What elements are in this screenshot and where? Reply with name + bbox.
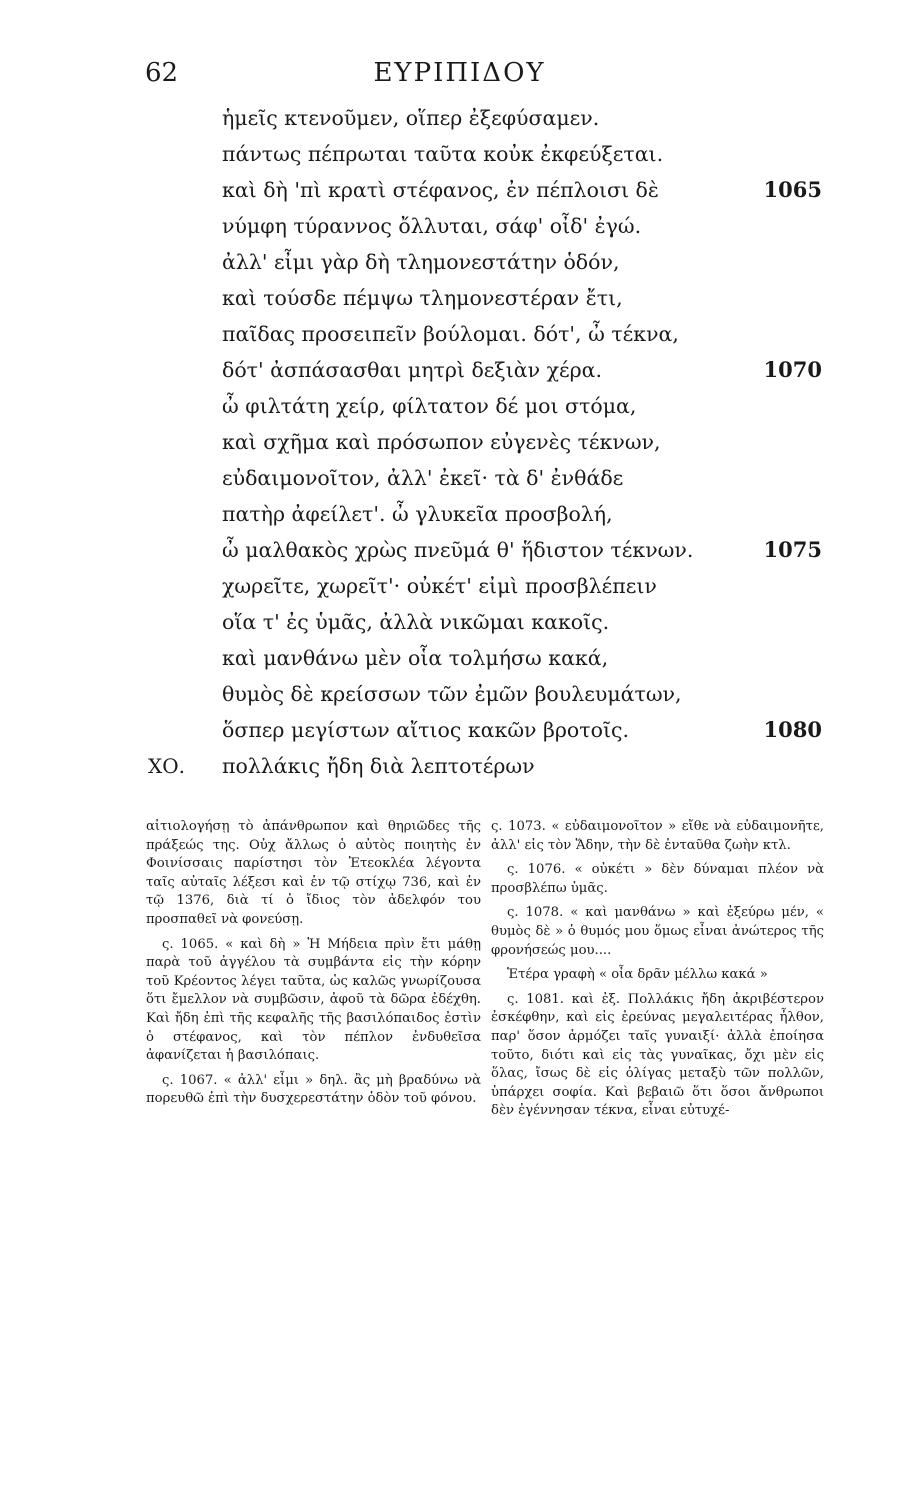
verse-line (0, 424, 919, 460)
commentary-note: ς. 1076. « οὐκέτι » δὲν δύναμαι πλέον νὰ προσβλέπω ὑμᾶς. (491, 862, 824, 896)
verse-text: ἀλλ' εἶμι γὰρ δὴ τλημονεστάτην ὁδόν, (222, 250, 620, 274)
verse-text: νύμφη τύραννος ὄλλυται, σάφ' οἶδ' ἐγώ. (222, 214, 642, 238)
verse-line (0, 640, 919, 676)
verse-text: οἵα τ' ἐς ὑμᾶς, ἀλλὰ νικῶμαι κακοῖς. (222, 610, 610, 634)
notes-left-column (146, 818, 481, 1115)
verse-line (0, 460, 919, 496)
verse-line (0, 352, 919, 388)
notes-right-column (491, 818, 824, 1127)
verse-line (0, 568, 919, 604)
verse-line (0, 172, 919, 208)
commentary-note: ς. 1081. καὶ ἐξ. Πολλάκις ἤδη ἀκριβέστερον ἐσκέφθην, καὶ εἰς ἐρεύνας μεγαλειτέρας ἦλθον, παρ' ὅσον ἁρμόζει ταῖς γυναιξί· ἀλλὰ ἐποίησα τοῦτο, διότι καὶ εἰς τὰς γυναῖκας, ὄχι μὲν εἰς ὅλας, ἴσως δὲ εἰς ὀλίγας μεταξὺ τῶν πολλῶν, ὑπάρχει σοφία. Καὶ βεβαιῶ ὅτι ὅσοι ἄνθρωποι δὲν ἐγέννησαν τέκνα, εἶναι εὐτυχέ- (491, 991, 824, 1119)
verse-text: πολλάκις ἤδη διὰ λεπτοτέρων (222, 754, 535, 778)
verse-line (0, 100, 919, 136)
commentary-note: ς. 1073. « εὐδαιμονοῖτον » εἴθε νὰ εὐδαιμονῆτε, ἀλλ' εἰς τὸν Ἅδην, τὴν δὲ ἐνταῦθα ζωὴν κτλ. (491, 819, 824, 853)
page-number: 62 (145, 58, 179, 88)
verse-text: δότ' ἀσπάσασθαι μητρὶ δεξιὰν χέρα. (222, 358, 603, 382)
running-head: ΕΥΡΙΠΙΔΟΥ (373, 58, 546, 88)
verse-line (0, 712, 919, 748)
verse-text: καὶ δὴ 'πὶ κρατὶ στέφανος, ἐν πέπλοισι δὲ (222, 178, 659, 202)
verse-text: εὐδαιμονοῖτον, ἀλλ' ἐκεῖ· τὰ δ' ἐνθάδε (222, 466, 624, 490)
verse-line (0, 316, 919, 352)
verse-text: ὦ μαλθακὸς χρὼς πνεῦμά θ' ἥδιστον τέκνων. (222, 538, 694, 562)
verse-text: πάντως πέπρωται ταῦτα κοὐκ ἐκφεύξεται. (222, 142, 664, 166)
commentary-note: ς. 1065. « καὶ δὴ » Ἡ Μήδεια πρὶν ἔτι μάθῃ παρὰ τοῦ ἀγγέλου τὰ συμβάντα εἰς τὴν κόρην τοῦ Κρέοντος λέγει ταῦτα, ὡς καλῶς γνωρίζουσα ὅτι ἔμελλον νὰ συμβῶσιν, ἀφοῦ τὰ δῶρα ἐδέχθη. Καὶ ἤδη ἐπὶ τῆς κεφαλῆς τῆς βασιλόπαιδος ἐστὶν ὁ στέφανος, καὶ τὸν πέπλον ἐνδυθεῖσα ἀφανίζεται ἡ βασιλόπαις. (146, 936, 481, 1064)
verse-line (0, 496, 919, 532)
verse-line (0, 676, 919, 712)
verse-text: παῖδας προσειπεῖν βούλομαι. δότ', ὦ τέκνα, (222, 322, 679, 346)
speaker-label: ΧΟ. (148, 754, 185, 778)
commentary-note: ς. 1078. « καὶ μανθάνω » καὶ ἐξεύρω μέν, « θυμὸς δὲ » ὁ θυμός μου ὅμως εἶναι ἀνώτερος τῆς φρονήσεώς μου.... (491, 905, 824, 958)
verse-line (0, 244, 919, 280)
commentary-note: Ἑτέρα γραφὴ « οἷα δρᾶν μέλλω κακά » (507, 967, 768, 983)
verse-line (0, 604, 919, 640)
commentary-note: αἰτιολογήσῃ τὸ ἀπάνθρωπον καὶ θηριῶδες τῆς πράξεώς της. Οὐχ ἄλλως ὁ αὐτὸς ποιητὴς ἐν Φοινίσσαις παρίστησι τὸν Ἐτεοκλέα λέγοντα ταῖς αὐταῖς λέξεσι καὶ ἐν τῷ στίχῳ 736, καὶ ἐν τῷ 1376, διὰ τί ὁ ἴδιος τὸν ἀδελφόν του προσπαθεῖ νὰ φονεύσῃ. (146, 819, 481, 927)
commentary-note: ς. 1067. « ἀλλ' εἶμι » δηλ. ἂς μὴ βραδύνω νὰ πορευθῶ ἐπὶ τὴν δυσχερεστάτην ὁδὸν τοῦ φόνου. (146, 1072, 481, 1107)
verse-text: καὶ μανθάνω μὲν οἷα τολμήσω κακά, (222, 646, 609, 670)
line-number: 1075 (763, 537, 822, 562)
verse-line (0, 388, 919, 424)
line-number: 1065 (763, 177, 822, 202)
verse-text: χωρεῖτε, χωρεῖτ'· οὐκέτ' εἰμὶ προσβλέπειν (222, 574, 657, 598)
verse-line (0, 136, 919, 172)
verse-line (0, 208, 919, 244)
verse-text: καὶ σχῆμα καὶ πρόσωπον εὐγενὲς τέκνων, (222, 430, 661, 454)
verse-text: ἡμεῖς κτενοῦμεν, οἵπερ ἐξεφύσαμεν. (222, 106, 600, 130)
verse-text: πατὴρ ἀφείλετ'. ὦ γλυκεῖα προσβολή, (222, 502, 613, 526)
verse-text: θυμὸς δὲ κρείσσων τῶν ἐμῶν βουλευμάτων, (222, 682, 682, 706)
verse-text: ὦ φιλτάτη χείρ, φίλτατον δέ μοι στόμα, (222, 394, 637, 418)
line-number: 1080 (763, 717, 822, 742)
verse-text: καὶ τούσδε πέμψω τλημονεστέραν ἔτι, (222, 286, 623, 310)
line-number: 1070 (763, 357, 822, 382)
verse-line (0, 532, 919, 568)
verse-line (0, 280, 919, 316)
verse-text: ὅσπερ μεγίστων αἴτιος κακῶν βροτοῖς. (222, 718, 629, 742)
verse-line (0, 748, 919, 784)
